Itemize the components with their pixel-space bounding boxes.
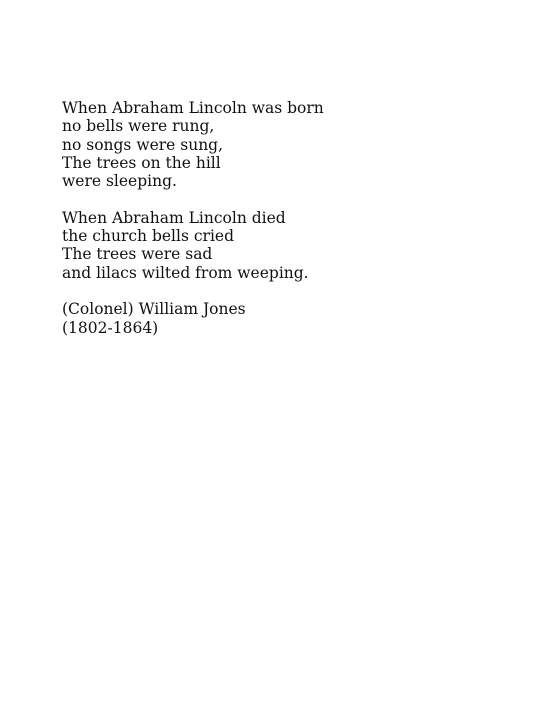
poem-line: no bells were rung, bbox=[62, 117, 215, 136]
author-name: (Colonel) William Jones bbox=[62, 300, 246, 319]
stanza-1 bbox=[62, 99, 482, 190]
poem-line: and lilacs wilted from weeping. bbox=[62, 263, 309, 282]
poem-line: The trees on the hill bbox=[62, 153, 221, 172]
attribution bbox=[62, 300, 482, 337]
author-dates: (1802-1864) bbox=[62, 318, 159, 337]
poem-line: were sleeping. bbox=[62, 172, 177, 191]
poem-line: no songs were sung, bbox=[62, 135, 224, 154]
poem-line: When Abraham Lincoln died bbox=[62, 208, 286, 227]
poem-text bbox=[62, 99, 482, 337]
poem-line: the church bells cried bbox=[62, 227, 234, 246]
poem-line: The trees were sad bbox=[62, 245, 213, 264]
poem-line: When Abraham Lincoln was born bbox=[62, 99, 324, 117]
stanza-2 bbox=[62, 209, 482, 282]
